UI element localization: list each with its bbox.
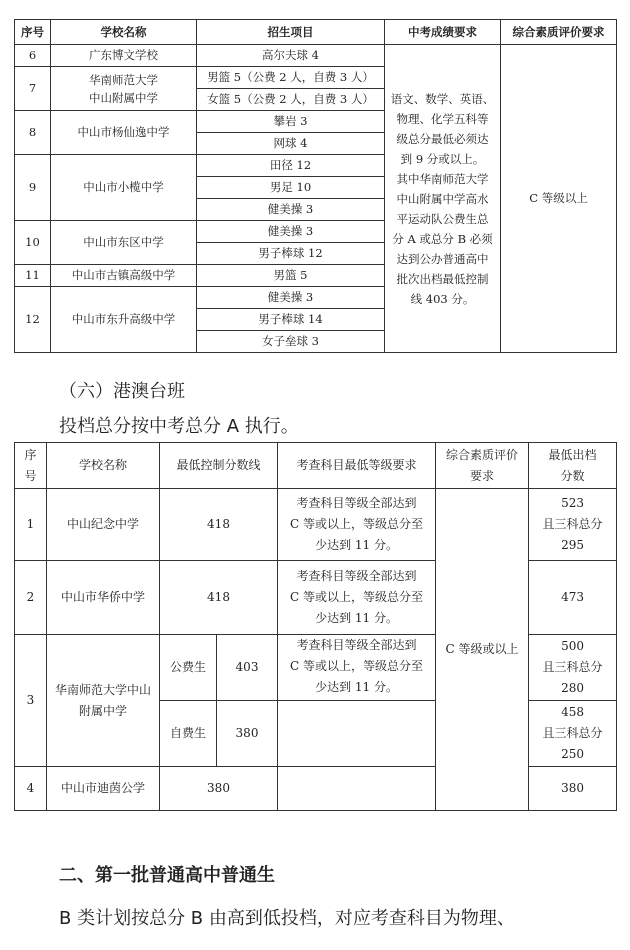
header-line: 最低出档 bbox=[548, 447, 597, 462]
subject-requirement-empty bbox=[278, 767, 436, 811]
min-score bbox=[529, 635, 617, 701]
req-line: 考查科目等级全部达到 bbox=[296, 569, 417, 583]
sports-admission-table bbox=[14, 19, 617, 353]
req-line: 考查科目等级全部达到 bbox=[296, 496, 417, 510]
min-line: 418 bbox=[160, 489, 278, 561]
header-items: 招生项目 bbox=[197, 20, 385, 45]
min-line: 403 bbox=[217, 635, 278, 701]
min-line: 380 bbox=[217, 701, 278, 767]
subject-requirement bbox=[278, 561, 436, 635]
admission-item: 男篮 5（公费 2 人，自费 3 人） bbox=[197, 67, 385, 89]
school-name: 中山市迪茵公学 bbox=[47, 767, 160, 811]
min-line: 380 bbox=[160, 767, 278, 811]
row-no: 9 bbox=[15, 155, 51, 221]
student-type-private: 自费生 bbox=[160, 701, 217, 767]
row-no: 6 bbox=[15, 45, 51, 67]
min-score: 473 bbox=[529, 561, 617, 635]
table-header-row bbox=[15, 443, 617, 489]
row-no: 3 bbox=[15, 635, 47, 767]
req-line: 物理、化学五科等 bbox=[396, 111, 489, 126]
school-name: 中山市古镇高级中学 bbox=[51, 265, 197, 287]
row-no: 1 bbox=[15, 489, 47, 561]
score-line: 且三科总分 bbox=[542, 726, 603, 740]
header-line: 号 bbox=[24, 468, 37, 483]
req-line: 中山附属中学高水 bbox=[396, 191, 489, 206]
header-subject-req: 考查科目最低等级要求 bbox=[278, 443, 436, 489]
req-line: 语文、数学、英语、 bbox=[390, 91, 495, 106]
min-line: 418 bbox=[160, 561, 278, 635]
subject-requirement-empty bbox=[278, 701, 436, 767]
row-no: 2 bbox=[15, 561, 47, 635]
school-name: 中山市东区中学 bbox=[51, 221, 197, 265]
req-line: 其中华南师范大学 bbox=[396, 171, 489, 186]
school-name bbox=[51, 67, 197, 111]
row-no: 11 bbox=[15, 265, 51, 287]
req-line: C 等或以上，等级总分至 bbox=[290, 659, 424, 673]
score-line: 且三科总分 bbox=[542, 517, 603, 531]
score-line: 250 bbox=[561, 747, 584, 761]
score-requirement bbox=[385, 45, 501, 353]
header-min-line: 最低控制分数线 bbox=[160, 443, 278, 489]
admission-item: 男子棒球 12 bbox=[197, 243, 385, 265]
header-no bbox=[15, 443, 47, 489]
student-type-public: 公费生 bbox=[160, 635, 217, 701]
school-name-line: 华南师范大学 bbox=[89, 72, 158, 87]
admission-item: 男篮 5 bbox=[197, 265, 385, 287]
score-line: 500 bbox=[561, 639, 584, 653]
header-quality-req: 综合素质评价要求 bbox=[501, 20, 617, 45]
header-min-score bbox=[529, 443, 617, 489]
req-line: 考查科目等级全部达到 bbox=[296, 638, 417, 652]
school-name: 中山市小榄中学 bbox=[51, 155, 197, 221]
row-no: 12 bbox=[15, 287, 51, 353]
section-heading-first-batch: 二、第一批普通高中普通生 bbox=[59, 865, 275, 886]
hmt-class-table bbox=[14, 442, 617, 811]
row-no: 10 bbox=[15, 221, 51, 265]
header-line: 序 bbox=[24, 447, 37, 462]
school-name: 中山市东升高级中学 bbox=[51, 287, 197, 353]
section-heading-hk-macao-taiwan: （六）港澳台班 bbox=[59, 381, 185, 402]
req-line: 少达到 11 分。 bbox=[315, 538, 398, 552]
header-school: 学校名称 bbox=[47, 443, 160, 489]
admission-item: 健美操 3 bbox=[197, 287, 385, 309]
school-name: 中山市华侨中学 bbox=[47, 561, 160, 635]
req-line: 级总分最低必须达 bbox=[396, 131, 489, 146]
admission-item: 攀岩 3 bbox=[197, 111, 385, 133]
header-line: 要求 bbox=[470, 468, 495, 483]
admission-item: 健美操 3 bbox=[197, 221, 385, 243]
req-line: 分 A 或总分 B 必须 bbox=[392, 231, 493, 246]
admission-item: 高尔夫球 4 bbox=[197, 45, 385, 67]
admission-item: 网球 4 bbox=[197, 133, 385, 155]
section-body-text: B 类计划按总分 B 由高到低投档，对应考查科目为物理、 bbox=[59, 908, 515, 929]
req-line: C 等或以上，等级总分至 bbox=[290, 517, 424, 531]
req-line: 线 403 分。 bbox=[410, 291, 475, 306]
admission-item: 男足 10 bbox=[197, 177, 385, 199]
subject-requirement bbox=[278, 489, 436, 561]
row-no: 8 bbox=[15, 111, 51, 155]
score-line: 280 bbox=[561, 681, 584, 695]
score-line: 295 bbox=[561, 538, 584, 552]
admission-item: 健美操 3 bbox=[197, 199, 385, 221]
admission-item: 女篮 5（公费 2 人，自费 3 人） bbox=[197, 89, 385, 111]
score-line: 458 bbox=[561, 705, 584, 719]
req-line: 少达到 11 分。 bbox=[315, 680, 398, 694]
table-header-row bbox=[15, 20, 617, 45]
header-no: 序号 bbox=[15, 20, 51, 45]
admission-item: 田径 12 bbox=[197, 155, 385, 177]
school-name-line: 附属中学 bbox=[78, 703, 127, 718]
header-line: 综合素质评价 bbox=[446, 447, 519, 462]
req-line: 平运动队公费生总 bbox=[396, 211, 489, 226]
school-name: 广东博文学校 bbox=[51, 45, 197, 67]
admission-item: 女子垒球 3 bbox=[197, 331, 385, 353]
min-score bbox=[529, 489, 617, 561]
school-name: 中山市杨仙逸中学 bbox=[51, 111, 197, 155]
header-quality-req bbox=[436, 443, 529, 489]
header-school: 学校名称 bbox=[51, 20, 197, 45]
section-rule-text: 投档总分按中考总分 A 执行。 bbox=[59, 416, 299, 437]
quality-requirement: C 等级或以上 bbox=[436, 489, 529, 811]
admission-item: 男子棒球 14 bbox=[197, 309, 385, 331]
school-name bbox=[47, 635, 160, 767]
school-name-line: 中山附属中学 bbox=[89, 90, 158, 105]
min-score: 380 bbox=[529, 767, 617, 811]
req-line: 少达到 11 分。 bbox=[315, 611, 398, 625]
req-line: 批次出档最低控制 bbox=[396, 271, 489, 286]
row-no: 4 bbox=[15, 767, 47, 811]
table-row bbox=[15, 489, 617, 561]
req-line: C 等或以上，等级总分至 bbox=[290, 590, 424, 604]
subject-requirement bbox=[278, 635, 436, 701]
row-no: 7 bbox=[15, 67, 51, 111]
score-line: 523 bbox=[561, 496, 584, 510]
school-name-line: 华南师范大学中山 bbox=[54, 682, 151, 697]
min-score bbox=[529, 701, 617, 767]
req-line: 到 9 分或以上。 bbox=[400, 151, 485, 166]
school-name: 中山纪念中学 bbox=[47, 489, 160, 561]
score-line: 且三科总分 bbox=[542, 660, 603, 674]
req-line: 达到公办普通高中 bbox=[396, 251, 489, 266]
header-line: 分数 bbox=[560, 468, 585, 483]
header-score-req: 中考成绩要求 bbox=[385, 20, 501, 45]
quality-requirement: C 等级以上 bbox=[501, 45, 617, 353]
table-row bbox=[15, 45, 617, 67]
